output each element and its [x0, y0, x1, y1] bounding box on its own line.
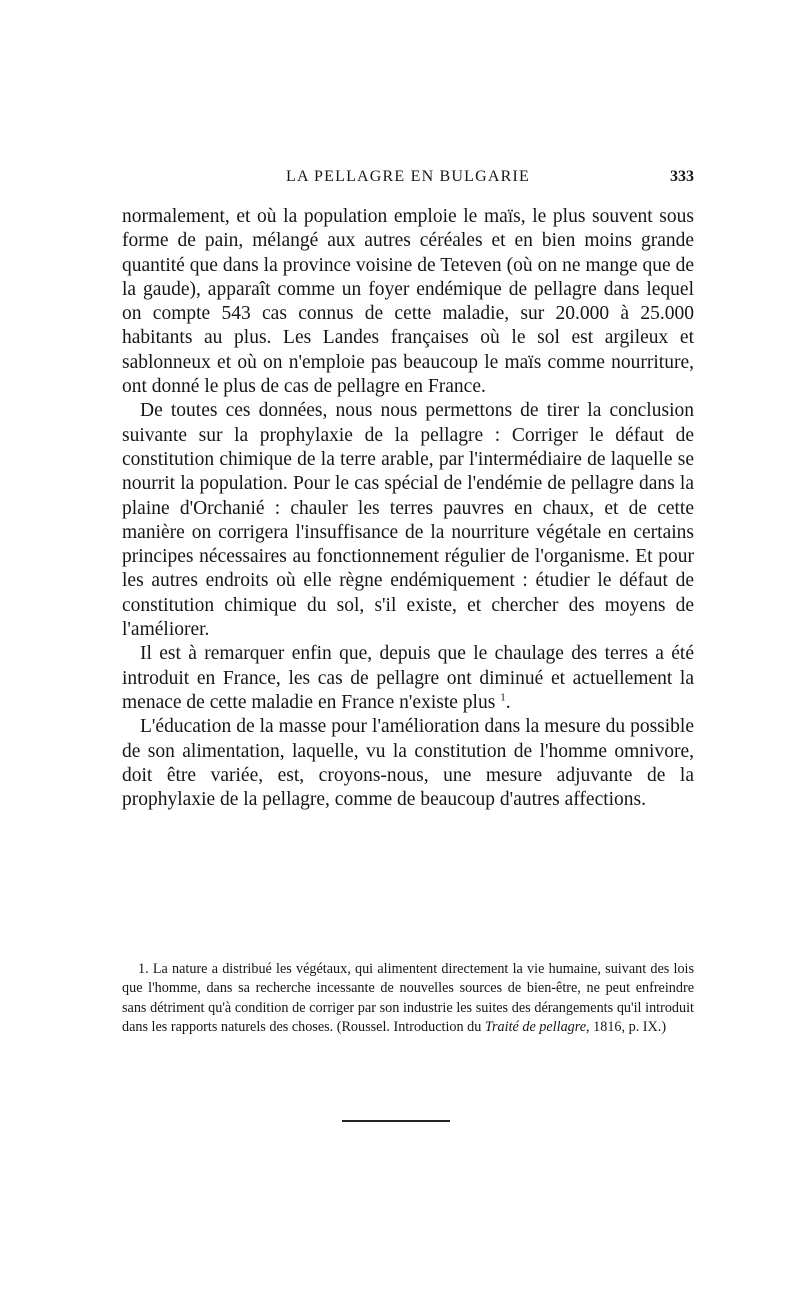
running-title: LA PELLAGRE EN BULGARIE: [285, 168, 531, 185]
footnote-text: La nature a distribué les végétaux, qui alimentent directement la vie humaine, suivant des lois que l'homme, dans sa recherche incessante de nouvelles sources de bien-être, ne peut enfreindre sans détriment qu'à condition de corriger par son industrie les suites des dérangements qu'il introduit dans les rapports naturels des choses. (Roussel. Introduction du: [122, 961, 694, 1035]
page-number: 333: [670, 168, 694, 185]
footnote-work-title: Traité de pellagre: [484, 1018, 587, 1035]
running-head: [122, 168, 694, 192]
paragraph-chaulage-text: Il est à remarquer enfin que, depuis que le chaulage des terres a été introduit en France, les cas de pellagre ont diminué et actuellement la menace de cette maladie en France n'existe plus: [122, 643, 694, 713]
paragraph-education: L'éducation de la masse pour l'amélioration dans la mesure du possible de son alimentation, laquelle, vu la constitution de l'homme omnivore, doit être variée, est, croyons-nous, une mesure adjuvante de la prophylaxie de la pellagre, comme de beaucoup d'autres affections.: [122, 716, 694, 811]
body-text: [122, 205, 694, 812]
closing-rule: [342, 1120, 450, 1122]
paragraph-conclusion: De toutes ces données, nous nous permettons de tirer la conclusion suivante sur la prophylaxie de la pellagre : Corriger le défaut de constitution chimique de la terre arable, par l'intermédiaire de laquelle se nourrit la population. Pour le cas spécial de l'endémie de pellagre dans la plaine d'Orchanié : chauler les terres pauvres en chaux, et de cette manière on corrigera l'insuffisance de la nourriture végétale en certains principes nécessaires au fonctionnement régulier de l'organisme. Et pour les autres endroits où elle règne endémiquement : étudier le défaut de constitution chimique du sol, s'il existe, et chercher des moyens de l'améliorer.: [122, 400, 694, 641]
footnote-number: 1.: [138, 961, 149, 977]
footnote: [122, 960, 694, 1037]
footnote-reference: 1: [500, 691, 506, 704]
paragraph-chaulage: [122, 642, 694, 715]
paragraph-continuation: normalement, et où la population emploie le maïs, le plus souvent sous forme de pain, mélangé aux autres céréales et en bien moins grande quantité que dans la province voisine de Teteven (où on ne mange que de la gaude), apparaît comme un foyer endémique de pellagre dans lequel on compte 543 cas connus de cette maladie, sur 20.000 à 25.000 habitants au plus. Les Landes françaises où le sol est argileux et sablonneux et où on n'emploie pas beaucoup le maïs comme nourriture, ont donné le plus de cas de pellagre en France.: [122, 206, 694, 398]
footnote-citation: , 1816, p. IX.): [586, 1018, 667, 1035]
paragraph-end-period: .: [505, 691, 511, 713]
